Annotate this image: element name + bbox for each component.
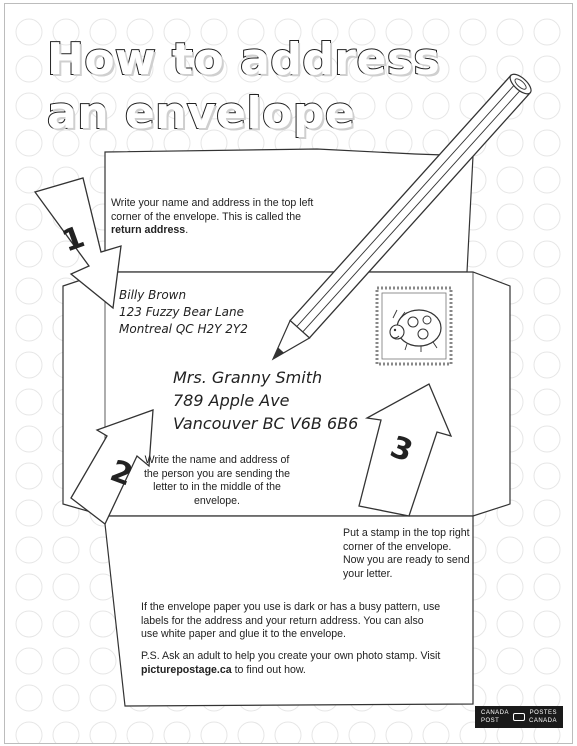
step-1-text: Write your name and address in the top left corner of the envelope. This is called the	[111, 197, 314, 223]
step-2-instructions: Write the name and address of the person you are sending the letter to in the middle of the envelope.	[143, 454, 291, 507]
step-1-text-end: .	[185, 224, 189, 236]
website-link[interactable]: picturepostage.ca	[141, 663, 232, 676]
page-title	[47, 34, 440, 142]
step-1-number: 1	[57, 219, 90, 260]
logo-text: CANADA	[481, 710, 510, 716]
recipient-address-line: Mrs. Granny Smith	[173, 368, 323, 387]
step-2-number: 2	[105, 453, 138, 494]
logo-text: POST	[481, 718, 500, 724]
recipient-address-line: Vancouver BC V6B 6B6	[173, 414, 359, 433]
recipient-address-line: 789 Apple Ave	[173, 391, 290, 410]
activity-page	[4, 3, 573, 744]
canada-post-mark-icon	[513, 713, 525, 721]
stamp	[377, 288, 451, 364]
step-1-bold-term: return address	[111, 224, 186, 236]
postscript-text-end: to find out how.	[231, 663, 306, 676]
page-title-line-1: How to address	[47, 34, 441, 85]
postscript-text: P.S. Ask an adult to help you create your own photo stamp. Visit	[141, 650, 441, 662]
envelope-paper-note: If the envelope paper you use is dark or has a busy pattern, use labels for the address and your return address. You can also use white paper and glue it to the envelope.	[141, 601, 441, 640]
step-1-instructions	[111, 197, 326, 238]
canada-post-logo	[475, 706, 563, 728]
postscript	[141, 650, 441, 677]
logo-text: CANADA	[528, 718, 557, 724]
return-address-line: 123 Fuzzy Bear Lane	[119, 305, 244, 319]
step-3-number: 3	[385, 429, 418, 470]
return-address-line: Billy Brown	[119, 288, 187, 302]
step-3-instructions: Put a stamp in the top right corner of the envelope. Now you are ready to send your letter.	[343, 527, 470, 580]
logo-text: POSTES	[529, 710, 557, 716]
return-address-line: Montreal QC H2Y 2Y2	[119, 322, 248, 336]
page-title-line-2: an envelope	[47, 88, 356, 139]
